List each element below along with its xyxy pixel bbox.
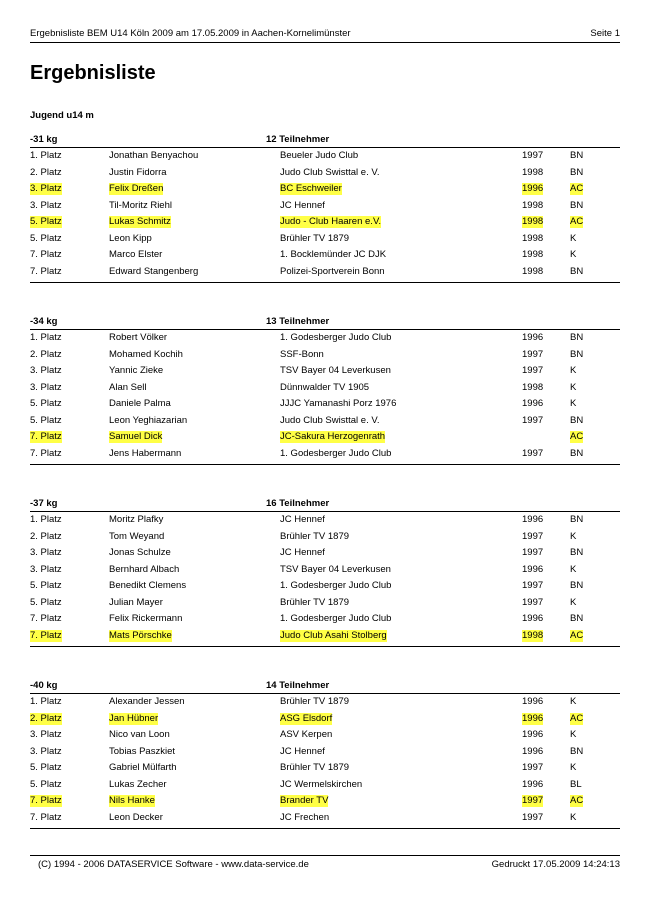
- result-club: JJJC Yamanashi Porz 1976: [280, 398, 397, 409]
- result-row: [30, 198, 620, 215]
- result-region: AC: [570, 712, 584, 724]
- result-club: 1. Godesberger Judo Club: [280, 580, 392, 591]
- page-title: Ergebnisliste: [30, 62, 156, 84]
- result-row: [30, 744, 620, 761]
- weight-class-header: [30, 678, 620, 694]
- result-year: 1998: [522, 199, 544, 211]
- result-name: Daniele Palma: [109, 398, 171, 409]
- result-name: Leon Kipp: [109, 232, 152, 244]
- result-name: Mats Pörschke: [109, 629, 172, 641]
- result-club: Polizei-Sportverein Bonn: [280, 265, 385, 277]
- result-club: ASG Elsdorf: [280, 712, 333, 724]
- result-entries: [30, 330, 620, 465]
- weight-class-header: [30, 496, 620, 512]
- result-name: Nico van Loon: [109, 729, 170, 740]
- result-place: 2. Platz: [30, 530, 62, 542]
- result-club: Brühler TV 1879: [280, 232, 350, 244]
- result-row: [30, 760, 620, 777]
- result-place: 3. Platz: [30, 365, 62, 376]
- result-club: TSV Bayer 04 Leverkusen: [280, 563, 391, 575]
- age-group-subtitle: Jugend u14 m: [30, 110, 94, 121]
- result-region: BN: [570, 348, 584, 360]
- result-club: ASV Kerpen: [280, 729, 333, 740]
- weight-class-section: [30, 496, 620, 647]
- result-year: 1997: [522, 348, 544, 360]
- result-row: [30, 578, 620, 595]
- weight-class-section: [30, 678, 620, 829]
- result-row: [30, 330, 620, 347]
- result-club: 1. Godesberger Judo Club: [280, 447, 392, 459]
- result-place: 7. Platz: [30, 249, 62, 260]
- result-region: K: [570, 762, 577, 773]
- result-club: 1. Godesberger Judo Club: [280, 332, 392, 343]
- result-row: [30, 694, 620, 711]
- result-row: [30, 413, 620, 430]
- result-region: K: [570, 596, 577, 608]
- result-region: K: [570, 811, 577, 823]
- result-row: [30, 380, 620, 397]
- result-year: 1998: [522, 265, 544, 277]
- result-name: Samuel Dick: [109, 431, 163, 442]
- result-place: 1. Platz: [30, 150, 62, 161]
- result-place: 3. Platz: [30, 745, 62, 757]
- result-place: 7. Platz: [30, 811, 62, 823]
- result-name: Nils Hanke: [109, 795, 155, 806]
- result-row: [30, 363, 620, 380]
- result-region: AC: [570, 431, 584, 442]
- result-year: 1996: [522, 514, 544, 525]
- result-year: 1997: [522, 762, 544, 773]
- weight-class-header: [30, 314, 620, 330]
- weight-class-label: -40 kg: [30, 680, 58, 691]
- result-name: Alan Sell: [109, 381, 147, 393]
- result-region: K: [570, 249, 577, 260]
- result-year: 1997: [522, 580, 544, 591]
- result-place: 5. Platz: [30, 580, 62, 591]
- result-year: 1996: [522, 729, 544, 740]
- result-row: [30, 264, 620, 281]
- result-region: BN: [570, 265, 584, 277]
- result-region: BN: [570, 547, 584, 558]
- result-row: [30, 628, 620, 645]
- result-year: 1996: [522, 696, 544, 707]
- result-place: 5. Platz: [30, 762, 62, 773]
- result-region: BN: [570, 514, 584, 525]
- result-place: 1. Platz: [30, 332, 62, 343]
- weight-class-section: [30, 132, 620, 283]
- result-row: [30, 595, 620, 612]
- result-year: 1997: [522, 414, 544, 426]
- result-year: 1996: [522, 613, 544, 624]
- result-row: [30, 611, 620, 628]
- result-club: JC Frechen: [280, 811, 330, 823]
- result-name: Lukas Schmitz: [109, 216, 171, 227]
- result-year: 1996: [522, 332, 544, 343]
- result-region: BN: [570, 199, 584, 211]
- result-place: 3. Platz: [30, 563, 62, 575]
- result-row: [30, 545, 620, 562]
- result-region: K: [570, 729, 577, 740]
- result-place: 2. Platz: [30, 712, 62, 724]
- result-region: AC: [570, 183, 584, 194]
- result-entries: [30, 148, 620, 283]
- result-year: 1997: [522, 795, 544, 806]
- result-row: [30, 727, 620, 744]
- result-region: K: [570, 381, 577, 393]
- header-title: Ergebnisliste BEM U14 Köln 2009 am 17.05.2009 in Aachen-Kornelimünster: [30, 28, 351, 39]
- result-place: 1. Platz: [30, 514, 62, 525]
- result-year: 1998: [522, 629, 544, 641]
- result-club: Dünnwalder TV 1905: [280, 381, 370, 393]
- result-place: 5. Platz: [30, 232, 62, 244]
- result-club: JC Hennef: [280, 199, 325, 211]
- result-club: Brühler TV 1879: [280, 596, 350, 608]
- result-name: Marco Elster: [109, 249, 163, 260]
- result-row: [30, 396, 620, 413]
- result-place: 3. Platz: [30, 183, 62, 194]
- result-place: 7. Platz: [30, 447, 62, 459]
- result-year: 1997: [522, 530, 544, 542]
- result-place: 5. Platz: [30, 398, 62, 409]
- copyright-text: (C) 1994 - 2006 DATASERVICE Software - www.data-service.de: [38, 859, 309, 870]
- result-name: Alexander Jessen: [109, 696, 185, 707]
- result-region: BN: [570, 166, 584, 178]
- result-club: JC Hennef: [280, 514, 325, 525]
- result-year: 1998: [522, 166, 544, 178]
- result-region: K: [570, 398, 577, 409]
- result-row: [30, 711, 620, 728]
- result-name: Bernhard Albach: [109, 563, 180, 575]
- result-club: JC Hennef: [280, 547, 325, 558]
- result-row: [30, 446, 620, 463]
- result-name: Felix Rickermann: [109, 613, 183, 624]
- result-region: BN: [570, 150, 584, 161]
- result-name: Lukas Zecher: [109, 778, 167, 790]
- result-entries: [30, 694, 620, 829]
- result-row: [30, 512, 620, 529]
- result-name: Jonas Schulze: [109, 547, 171, 558]
- result-name: Til-Moritz Riehl: [109, 199, 172, 211]
- result-club: Judo - Club Haaren e.V.: [280, 216, 382, 227]
- result-year: 1997: [522, 596, 544, 608]
- result-name: Leon Decker: [109, 811, 163, 823]
- result-place: 2. Platz: [30, 166, 62, 178]
- result-club: Brander TV: [280, 795, 329, 806]
- weight-class-label: -37 kg: [30, 498, 58, 509]
- result-place: 1. Platz: [30, 696, 62, 707]
- result-name: Gabriel Mülfarth: [109, 762, 177, 773]
- page-footer: [30, 855, 620, 870]
- result-year: 1997: [522, 547, 544, 558]
- result-place: 3. Platz: [30, 547, 62, 558]
- participant-count: 13 Teilnehmer: [266, 316, 330, 327]
- result-region: K: [570, 563, 577, 575]
- result-club: Judo Club Asahi Stolberg: [280, 629, 387, 641]
- result-row: [30, 810, 620, 827]
- result-year: 1998: [522, 216, 544, 227]
- result-year: 1996: [522, 712, 544, 724]
- result-place: 7. Platz: [30, 613, 62, 624]
- result-region: K: [570, 530, 577, 542]
- result-year: 1996: [522, 778, 544, 790]
- result-place: 5. Platz: [30, 414, 62, 426]
- result-year: 1998: [522, 232, 544, 244]
- result-region: K: [570, 232, 577, 244]
- result-row: [30, 793, 620, 810]
- page-header: [30, 28, 620, 43]
- result-year: 1996: [522, 398, 544, 409]
- result-row: [30, 429, 620, 446]
- result-name: Tobias Paszkiet: [109, 745, 176, 757]
- result-name: Jonathan Benyachou: [109, 150, 199, 161]
- weight-class-header: [30, 132, 620, 148]
- result-name: Mohamed Kochih: [109, 348, 183, 360]
- result-row: [30, 347, 620, 364]
- result-name: Felix Dreßen: [109, 183, 164, 194]
- result-place: 7. Platz: [30, 795, 62, 806]
- result-name: Benedikt Clemens: [109, 580, 187, 591]
- result-name: Robert Völker: [109, 332, 168, 343]
- result-name: Julian Mayer: [109, 596, 163, 608]
- result-name: Leon Yeghiazarian: [109, 414, 188, 426]
- result-region: BN: [570, 745, 584, 757]
- result-club: JC Hennef: [280, 745, 325, 757]
- result-name: Jens Habermann: [109, 447, 182, 459]
- result-club: Brühler TV 1879: [280, 762, 350, 773]
- result-region: AC: [570, 629, 584, 641]
- weight-class-label: -31 kg: [30, 134, 58, 145]
- result-club: 1. Godesberger Judo Club: [280, 613, 392, 624]
- result-row: [30, 562, 620, 579]
- result-club: BC Eschweiler: [280, 183, 342, 194]
- page-number: Seite 1: [590, 28, 620, 39]
- result-region: K: [570, 696, 577, 707]
- result-row: [30, 181, 620, 198]
- result-name: Yannic Zieke: [109, 365, 164, 376]
- result-place: 2. Platz: [30, 348, 62, 360]
- result-row: [30, 165, 620, 182]
- result-entries: [30, 512, 620, 647]
- weight-class-section: [30, 314, 620, 465]
- participant-count: 16 Teilnehmer: [266, 498, 330, 509]
- result-place: 7. Platz: [30, 431, 62, 442]
- result-place: 3. Platz: [30, 199, 62, 211]
- result-club: Brühler TV 1879: [280, 530, 350, 542]
- result-region: AC: [570, 216, 584, 227]
- result-club: Judo Club Swisttal e. V.: [280, 166, 380, 178]
- result-region: BN: [570, 447, 584, 459]
- result-year: 1997: [522, 447, 544, 459]
- result-place: 5. Platz: [30, 216, 62, 227]
- result-place: 7. Platz: [30, 265, 62, 277]
- result-row: [30, 777, 620, 794]
- participant-count: 14 Teilnehmer: [266, 680, 330, 691]
- result-club: Judo Club Swisttal e. V.: [280, 414, 380, 426]
- weight-class-label: -34 kg: [30, 316, 58, 327]
- participant-count: 12 Teilnehmer: [266, 134, 330, 145]
- result-place: 5. Platz: [30, 596, 62, 608]
- result-club: 1. Bocklemünder JC DJK: [280, 249, 387, 260]
- weight-classes: [30, 132, 620, 860]
- result-year: 1997: [522, 150, 544, 161]
- result-year: 1998: [522, 381, 544, 393]
- result-year: 1997: [522, 811, 544, 823]
- result-place: 3. Platz: [30, 381, 62, 393]
- result-club: TSV Bayer 04 Leverkusen: [280, 365, 391, 376]
- result-year: 1997: [522, 365, 544, 376]
- result-name: Jan Hübner: [109, 712, 159, 724]
- result-name: Moritz Plafky: [109, 514, 164, 525]
- result-row: [30, 231, 620, 248]
- result-club: JC Wermelskirchen: [280, 778, 363, 790]
- result-club: Brühler TV 1879: [280, 696, 350, 707]
- result-year: 1996: [522, 563, 544, 575]
- result-region: AC: [570, 795, 584, 806]
- result-row: [30, 247, 620, 264]
- result-place: 7. Platz: [30, 629, 62, 641]
- result-year: 1998: [522, 249, 544, 260]
- result-region: BN: [570, 580, 584, 591]
- result-place: 3. Platz: [30, 729, 62, 740]
- result-place: 5. Platz: [30, 778, 62, 790]
- result-region: BL: [570, 778, 582, 790]
- result-year: 1996: [522, 745, 544, 757]
- result-region: K: [570, 365, 577, 376]
- result-row: [30, 148, 620, 165]
- result-row: [30, 214, 620, 231]
- result-club: JC-Sakura Herzogenrath: [280, 431, 386, 442]
- result-region: BN: [570, 414, 584, 426]
- result-name: Tom Weyand: [109, 530, 165, 542]
- result-name: Edward Stangenberg: [109, 265, 199, 277]
- result-row: [30, 529, 620, 546]
- printed-timestamp: Gedruckt 17.05.2009 14:24:13: [491, 859, 620, 870]
- result-region: BN: [570, 613, 584, 624]
- result-name: Justin Fidorra: [109, 166, 167, 178]
- result-club: SSF-Bonn: [280, 348, 324, 360]
- result-year: 1996: [522, 183, 544, 194]
- result-region: BN: [570, 332, 584, 343]
- result-club: Beueler Judo Club: [280, 150, 359, 161]
